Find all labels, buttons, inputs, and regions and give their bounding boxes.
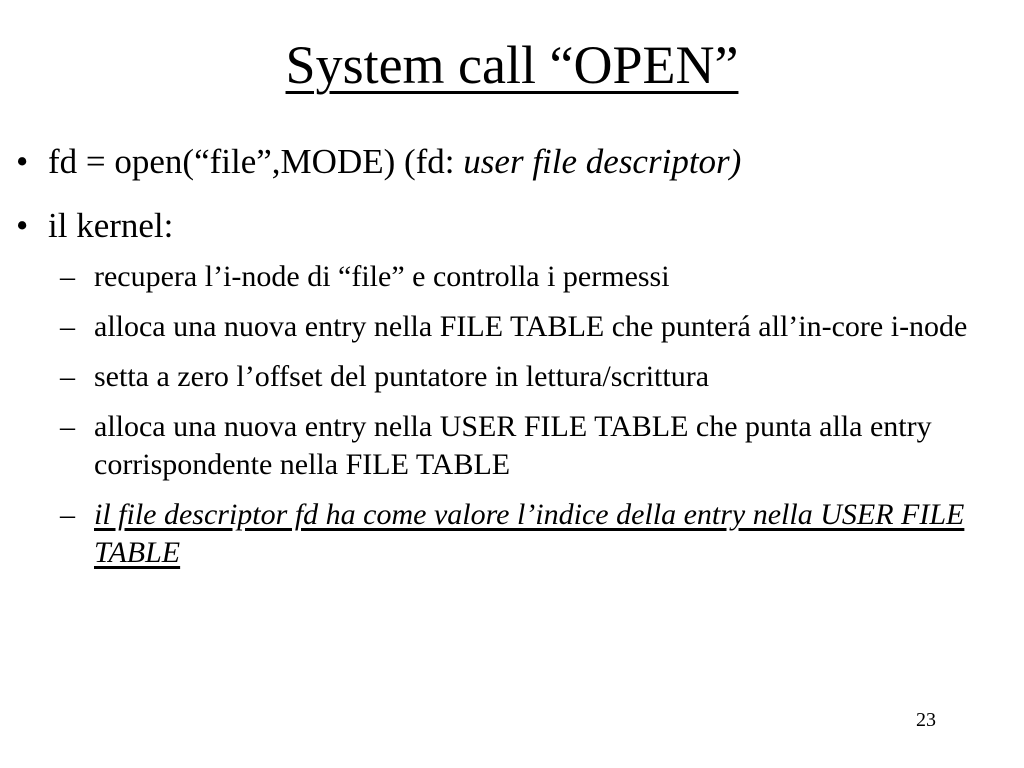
dash-marker: – [60, 310, 75, 343]
bullet-item-kernel [0, 204, 1024, 248]
bullet-marker: • [16, 142, 29, 181]
bullet-text: il kernel: [48, 206, 174, 245]
sub-bullet-text: setta a zero l’offset del puntatore in lettura/scrittura [94, 360, 710, 393]
slide-title-text: System call “OPEN” [285, 35, 739, 95]
bullet-marker: • [16, 206, 29, 245]
bullet-item-open-call [0, 140, 1024, 184]
bullet-text-italic: user file descriptor) [463, 142, 742, 181]
sub-bullet-text: recupera l’i-node di “file” e controlla i permessi [94, 260, 670, 293]
sub-bullet-item [0, 308, 1024, 346]
sub-bullet-item [0, 358, 1024, 396]
sub-bullet-text-emphasis: il file descriptor fd ha come valore l’indice della entry nella USER FILE TABLE [94, 498, 965, 569]
bullet-text: fd = open(“file”,MODE) (fd: [48, 142, 464, 181]
dash-marker: – [60, 410, 75, 443]
dash-marker: – [60, 360, 75, 393]
sub-bullet-item [0, 496, 1024, 572]
slide-title [0, 30, 1024, 100]
bullet-list [0, 140, 1024, 584]
dash-marker: – [60, 498, 75, 531]
slide-number: 23 [916, 709, 936, 731]
sub-bullet-item [0, 258, 1024, 296]
sub-bullet-item [0, 408, 1024, 484]
sub-bullet-text: alloca una nuova entry nella USER FILE TABLE che punta alla entry corrispondente nella FILE TABLE [94, 410, 932, 481]
dash-marker: – [60, 260, 75, 293]
sub-bullet-text: alloca una nuova entry nella FILE TABLE che punterá all’in-core i-node [94, 310, 968, 343]
